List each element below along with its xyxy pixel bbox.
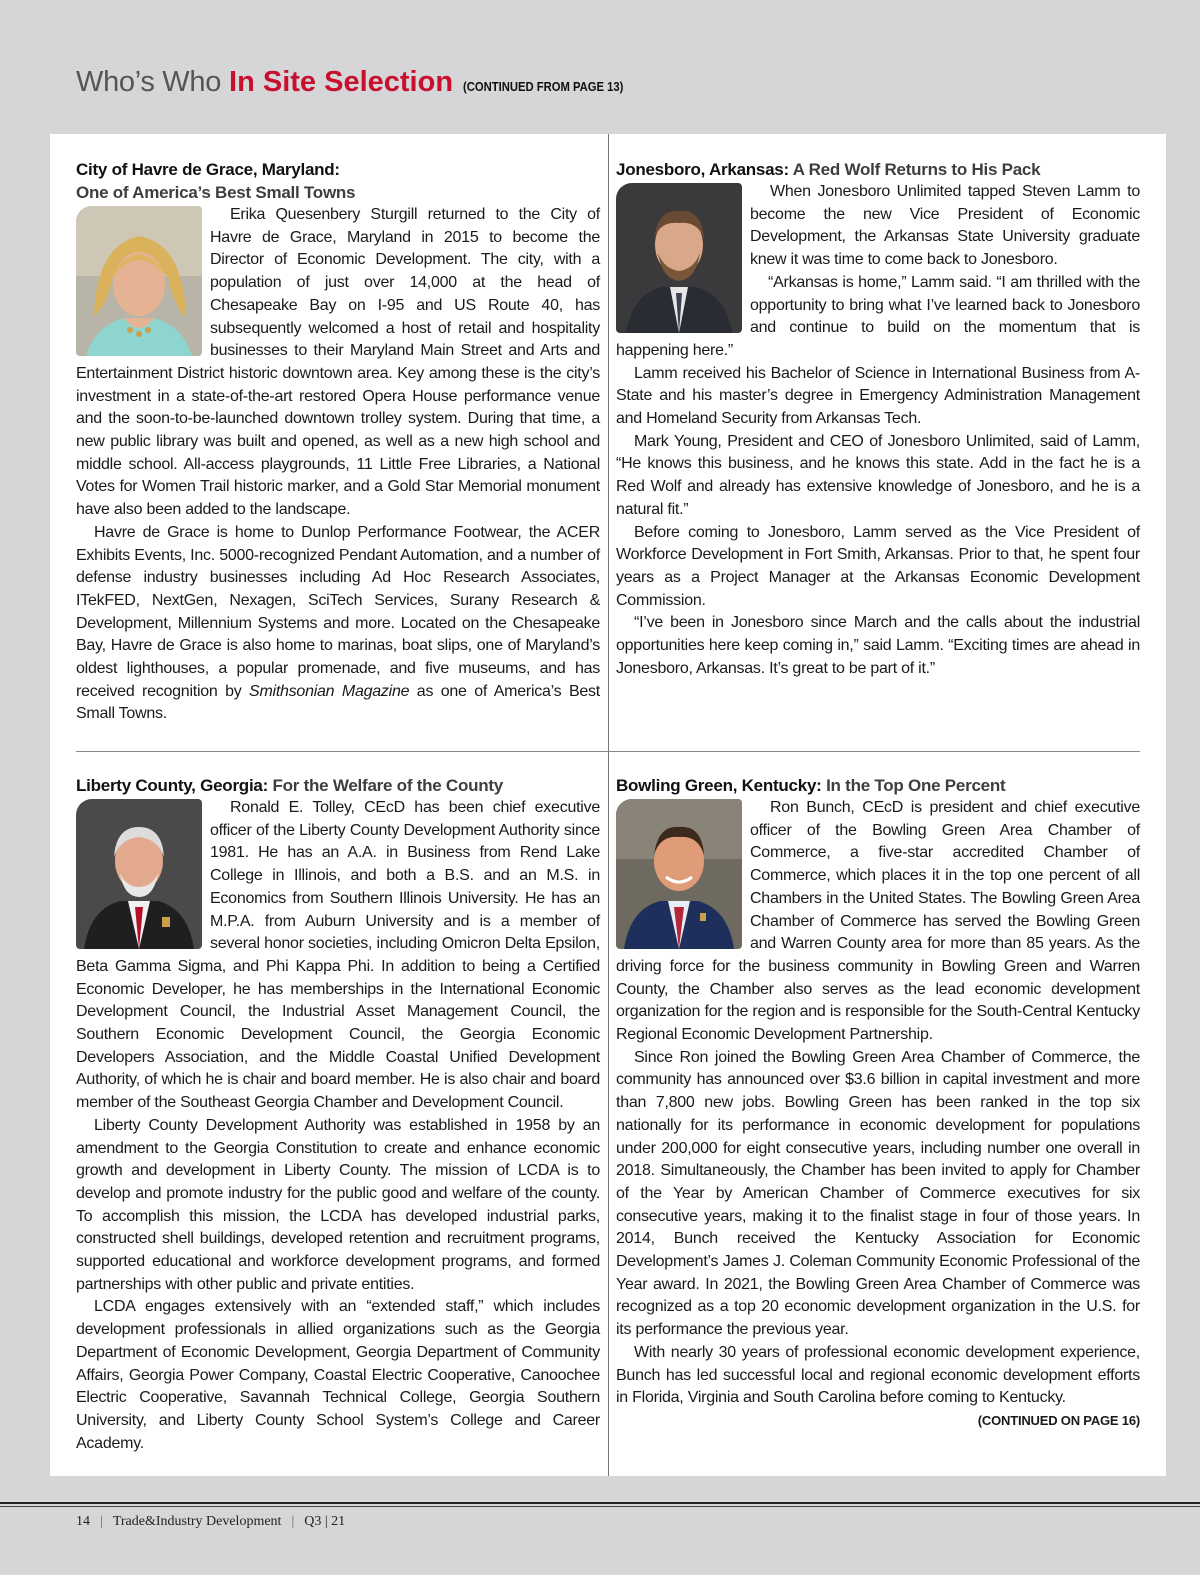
paragraph-text: Lamm received his Bachelor of Science in International Business from A-State and his master’s degree in Emergency Administration Management and Homeland Security from Arkansas Tech.	[616, 364, 1140, 428]
article-havre-de-grace	[76, 158, 600, 726]
article-paragraph	[616, 612, 1140, 680]
issue-label: Q3 | 21	[304, 1514, 346, 1529]
footer-rule-thin	[0, 1506, 1200, 1507]
paragraph-text: LCDA engages extensively with an “extended staff,” which includes development professionals in allied organizations such as the Georgia Department of Economic Development, Georgia Department of Community Affairs, Georgia Power Company, Coastal Electric Cooperative, Canoochee Electric Cooperative, Savannah Technical College, Georgia Southern University, and Liberty County School System’s College and Career Academy.	[76, 1298, 600, 1452]
article-paragraph	[616, 1047, 1140, 1342]
continued-note: (CONTINUED ON PAGE 16)	[977, 1412, 1140, 1428]
article-paragraph	[616, 1342, 1140, 1428]
page-footer	[76, 1512, 345, 1532]
paragraph-text: When Jonesboro Unlimited tapped Steven Lamm to become the new Vice President of Economic Development, the Arkansas State University graduate knew it was time to come back to Jonesboro.	[750, 183, 1140, 269]
article-title	[616, 158, 1140, 181]
paragraph-text: Ron Bunch, CEcD is president and chief executive officer of the Bowling Green Area Chamber of Commerce, a five-star accredited Chamber of Commerce, which places it in the top one percent of all Chambers in the United States. The Bowling Green Area Chamber of Commerce has served the Bowling Green and Warren County area for more than 85 years. As the driving force for the business community in Bowling Green and Warren County, the Chamber also serves as the lead economic development organization for the region and is responsible for the South-Central Kentucky Regional Economic Development Partnership.	[616, 799, 1140, 1044]
article-liberty-county	[76, 774, 600, 1455]
paragraph-text: Before coming to Jonesboro, Lamm served as the Vice President of Workforce Development in Fort Smith, Arkansas. Prior to that, he spent four years as a Project Manager at the Arkansas Economic Development Commission.	[616, 523, 1140, 609]
article-title	[76, 158, 600, 204]
article-subtitle: A Red Wolf Returns to His Pack	[792, 160, 1041, 179]
article-title	[616, 774, 1140, 797]
paragraph-text: Mark Young, President and CEO of Jonesboro Unlimited, said of Lamm, “He knows this business, and he knows this state. Add in the fact he is a Red Wolf and already has extensive knowledge of Jonesboro, and he is a natural fit.”	[616, 432, 1140, 518]
paragraph-text: as one of America’s Best Small Towns.	[76, 682, 600, 723]
article-paragraph	[76, 1296, 600, 1455]
article-subtitle: In the Top One Percent	[826, 776, 1006, 795]
article-paragraph	[616, 522, 1140, 613]
header-light-text: Who’s Who	[76, 66, 222, 98]
header-continued-note: (CONTINUED FROM PAGE 13)	[463, 80, 624, 94]
footer-rule	[0, 1502, 1200, 1504]
article-paragraph	[616, 431, 1140, 522]
paragraph-text: “Arkansas is home,” Lamm said. “I am thrilled with the opportunity to bring what I’ve learned back to Jonesboro and continue to build on the momentum that is happening here.”	[616, 273, 1140, 359]
article-title-text: Jonesboro, Arkansas:	[616, 160, 789, 179]
article-title	[76, 774, 600, 797]
article-bowling-green	[616, 774, 1140, 1433]
footer-separator: |	[100, 1514, 103, 1529]
article-subtitle: For the Welfare of the County	[272, 776, 503, 795]
portrait-photo	[76, 799, 202, 949]
header-bold-text: In Site Selection	[229, 66, 454, 98]
page-number: 14	[76, 1514, 90, 1529]
paragraph-text: Since Ron joined the Bowling Green Area Chamber of Commerce, the community has announced over $3.6 billion in capital investment and more than 7,800 new jobs. Bowling Green has been ranked in the top six nationally for its performance in economic development for populations under 200,000 for eight consecutive years, including number one overall in 2018. Simultaneously, the Chamber has been invited to apply for Chamber of the Year by American Chamber of Commerce executives for six consecutive years, making it to the finalist stage in four of those years. In 2014, Bunch received the Kentucky Association for Economic Development’s James J. Coleman Community Economic Professional of the Year award. In 2021, the Bowling Green Area Chamber of Commerce was recognized as a top 20 economic development organization in the U.S. for its performance the previous year.	[616, 1048, 1140, 1339]
article-paragraph	[76, 522, 600, 726]
paragraph-text: Havre de Grace is home to Dunlop Performance Footwear, the ACER Exhibits Events, Inc. 5000-recognized Pendant Automation, and a number of defense industry businesses including Ad Hoc Research Associates, ITekFED, NextGen, Nexagen, SciTech Services, Surany Research & Development, Millennium Systems and more. Located on the Chesapeake Bay, Havre de Grace is also home to marinas, boat slips, one of Maryland’s oldest lighthouses, a popular promenade, and five museums, and has received recognition by	[76, 523, 600, 700]
publication-name: Trade&Industry Development	[112, 1514, 282, 1529]
paragraph-text: “I’ve been in Jonesboro since March and the calls about the industrial opportunities here keep coming in,” said Lamm. “Exciting times are ahead in Jonesboro, Arkansas. It’s great to be part of it.”	[616, 614, 1140, 677]
article-title-text: City of Havre de Grace, Maryland:	[76, 160, 340, 179]
article-title-text: Liberty County, Georgia:	[76, 776, 269, 795]
row-divider	[76, 751, 1140, 752]
portrait-photo	[616, 799, 742, 949]
italic-publication-name: Smithsonian Magazine	[249, 682, 410, 700]
article-jonesboro	[616, 158, 1140, 680]
portrait-photo	[616, 183, 742, 333]
portrait-photo	[76, 206, 202, 356]
column-divider	[608, 134, 609, 1476]
paragraph-text: Erika Quesenbery Sturgill returned to the City of Havre de Grace, Maryland in 2015 to become the Director of Economic Development. The city, with a population of just over 14,000 at the head of Chesapeake Bay on I-95 and US Route 40, has subsequently welcomed a host of retail and hospitality businesses to their Maryland Main Street and Arts and Entertainment District historic downtown area. Key among these is the city’s investment in a state-of-the-art restored Opera House performance venue and the soon-to-be-launched downtown trolley system. During that time, a new public library was built and opened, as well as a new high school and middle school. All-access playgrounds, 11 Little Free Libraries, a National Votes for Women Trail historic marker, and a Gold Star Memorial monument have also been added to the landscape.	[76, 206, 600, 519]
page-header	[76, 66, 641, 110]
paragraph-text: With nearly 30 years of professional economic development experience, Bunch has led successful local and regional economic development efforts in Florida, Virginia and South Carolina before coming to Kentucky.	[616, 1343, 1140, 1407]
article-paragraph	[76, 1115, 600, 1297]
article-title-text: Bowling Green, Kentucky:	[616, 776, 822, 795]
article-subtitle: One of America’s Best Small Towns	[76, 183, 356, 202]
article-paragraph	[616, 363, 1140, 431]
footer-separator: |	[291, 1514, 295, 1529]
paragraph-text: Liberty County Development Authority was established in 1958 by an amendment to the Georgia Constitution to create and enhance economic growth and development in Liberty County. The mission of LCDA is to develop and promote industry for the public good and welfare of the county. To accomplish this mission, the LCDA has developed industrial parks, constructed shell buildings, developed retention and recruitment programs, supported educational and workforce development programs, and formed partnerships with other public and private entities.	[76, 1116, 600, 1293]
paragraph-text: Ronald E. Tolley, CEcD has been chief executive officer of the Liberty County Development Authority since 1981. He has an A.A. in Business from Rend Lake College in Illinois, and both a B.S. and an M.S. in Economics from Southern Illinois University. He has an M.P.A. from Auburn University and is a member of several honor societies, including Omicron Delta Epsilon, Beta Gamma Sigma, and Phi Kappa Phi. In addition to being a Certified Economic Developer, he has memberships in the International Economic Development Council, the Industrial Asset Management Council, the Southern Economic Development Council, the Georgia Economic Developers Association, and the Middle Coastal Unified Development Authority, of which he is chair and board member. He is also chair and board member of the Southeast Georgia Chamber and Development Council.	[76, 799, 600, 1112]
